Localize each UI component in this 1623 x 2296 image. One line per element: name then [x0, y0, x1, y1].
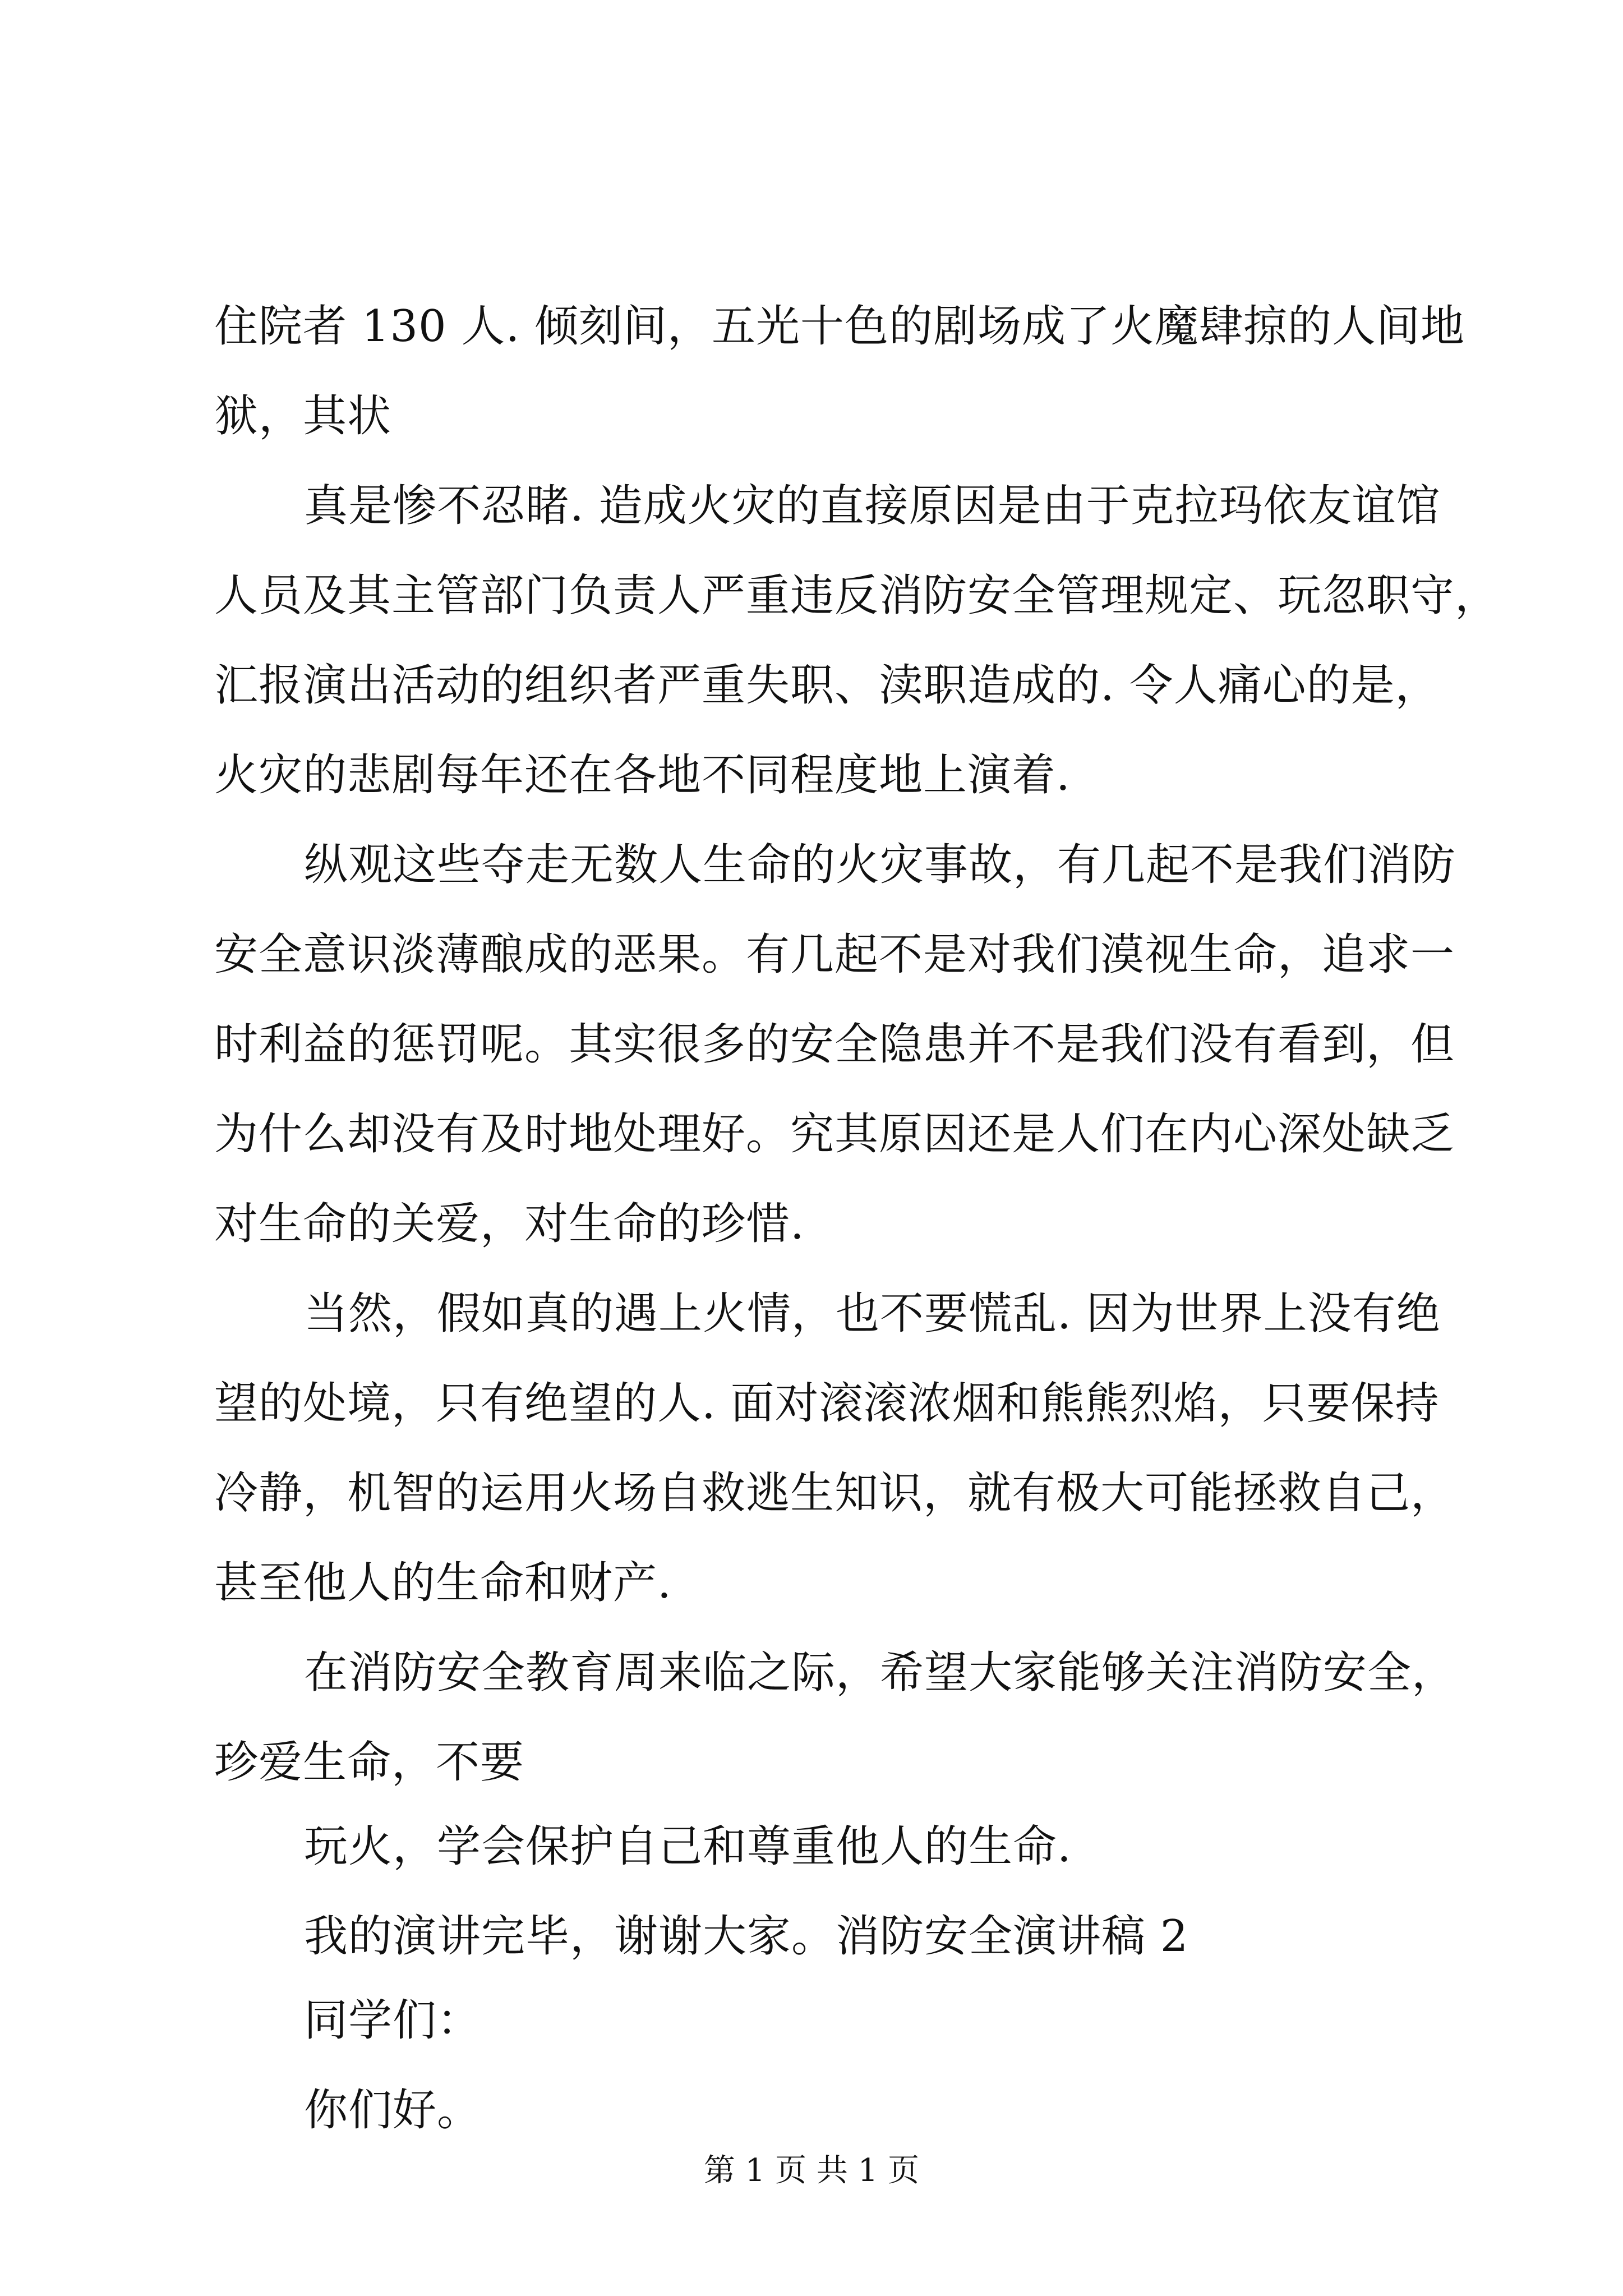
text-line: 安全意识淡薄酿成的恶果。有几起不是对我们漠视生命，追求一 — [214, 930, 1455, 980]
text-line: 真是惨不忍睹. 造成火灾的直接原因是由于克拉玛依友谊馆 — [304, 481, 1441, 531]
text-line: 为什么却没有及时地处理好。究其原因还是人们在内心深处缺乏 — [214, 1109, 1455, 1159]
text-line: 甚至他人的生命和财产. — [214, 1558, 672, 1608]
text-line: 我的演讲完毕，谢谢大家。消防安全演讲稿 2 — [304, 1911, 1189, 1962]
text-line: 珍爱生命，不要 — [214, 1737, 525, 1788]
text-line: 纵观这些夺走无数人生命的火灾事故，有几起不是我们消防 — [304, 840, 1456, 890]
text-line: 人员及其主管部门负责人严重违反消防安全管理规定、玩忽职守， — [214, 570, 1500, 621]
text-line: 时利益的惩罚呢。其实很多的安全隐患并不是我们没有看到，但 — [214, 1019, 1455, 1070]
text-line: 狱，其状 — [214, 391, 392, 441]
text-line: 玩火，学会保护自己和尊重他人的生命. — [304, 1821, 1072, 1872]
text-line: 在消防安全教育周来临之际，希望大家能够关注消防安全， — [304, 1648, 1456, 1698]
text-line: 住院者 130 人. 倾刻间，五光十色的剧场成了火魔肆掠的人间地 — [214, 301, 1465, 352]
text-line: 同学们： — [304, 1995, 482, 2046]
text-line: 你们好。 — [304, 2085, 482, 2136]
text-line: 当然，假如真的遇上火情，也不要慌乱. 因为世界上没有绝 — [304, 1289, 1441, 1339]
text-line: 火灾的悲剧每年还在各地不同程度地上演着. — [214, 750, 1071, 800]
text-line: 对生命的关爱，对生命的珍惜. — [214, 1199, 805, 1249]
text-line: 冷静，机智的运用火场自救逃生知识，就有极大可能拯救自己， — [214, 1468, 1455, 1519]
text-line: 望的处境，只有绝望的人. 面对滚滚浓烟和熊熊烈焰，只要保持 — [214, 1378, 1440, 1429]
text-line: 汇报演出活动的组织者严重失职、渎职造成的. 令人痛心的是， — [214, 660, 1440, 711]
page-footer: 第 1 页 共 1 页 — [703, 2152, 920, 2189]
